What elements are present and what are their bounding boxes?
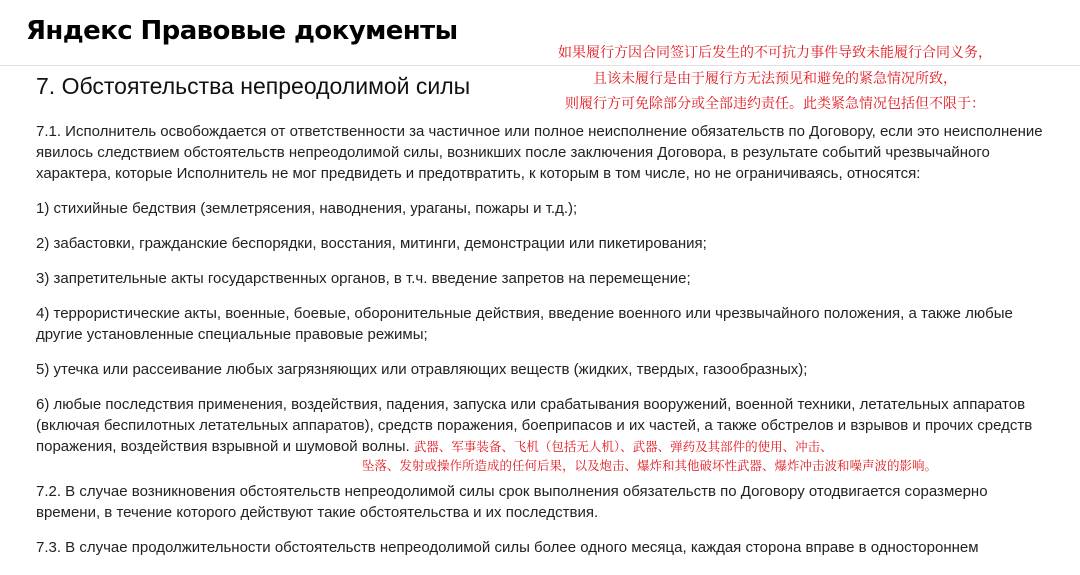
list-item-3: 3) запретительные акты государственных органов, в т.ч. введение запретов на перемещение;: [36, 270, 691, 287]
paragraph-7-3: 7.3. В случае продолжительности обстоятельств непреодолимой силы более одного месяца, каждая сторона вправе в одностороннем: [36, 539, 979, 556]
translation-note-line-3: 则履行方可免除部分或全部违约责任。此类紧急情况包括但不限于：: [565, 96, 985, 112]
translation-note-line-2: 且该未履行是由于履行方无法预见和避免的紧急情况所致，: [593, 70, 957, 87]
translation-note-top: [505, 41, 1045, 118]
section-title: 7. Обстоятельства непреодолимой силы: [36, 73, 471, 99]
list-item-6-text: 6) любые последствия применения, воздействия, падения, запуска или срабатывания вооружений, военной техники, летательных аппаратов (включая беспилотных летательных аппаратов), средств поражения, боеприпасов и их частей, а также обстрелов и взрывов и прочих средств поражения, воздействия взрывной и шумовой волны.: [36, 396, 1033, 455]
translation-note-continued: 坠落、发射或操作所造成的任何后果，以及炮击、爆炸和其他破坏性武器、爆炸冲击波和噪声波的影响。: [362, 458, 938, 473]
list-item-2: 2) забастовки, гражданские беспорядки, восстания, митинги, демонстрации или пикетирования;: [36, 235, 707, 252]
list-item-1: 1) стихийные бедствия (землетрясения, наводнения, ураганы, пожары и т.д.);: [36, 200, 578, 217]
list-item-6: [36, 394, 1046, 457]
translation-note-inline: 武器、军事装备、飞机（包括无人机）、武器、弹药及其部件的使用、冲击、: [413, 439, 833, 454]
translation-note-line-1: 如果履行方因合同签订后发生的不可抗力事件导致未能履行合同义务，: [558, 45, 992, 61]
paragraph-7-1: 7.1. Исполнитель освобождается от ответственности за частичное или полное неисполнение обязательств по Договору, если это неисполнение явилось следствием обстоятельств непреодолимой силы, возникших после заключения Договора, в результате событий чрезвычайного характера, которые Исполнитель не мог предвидеть и предотвратить, к которым в том числе, но не ограничиваясь, относятся:: [36, 123, 1043, 182]
list-item-5: 5) утечка или рассеивание любых загрязняющих или отравляющих веществ (жидких, твердых, газообразных);: [36, 361, 808, 378]
list-item-4: 4) террористические акты, военные, боевые, оборонительные действия, введение военного или чрезвычайного положения, а также любые другие установленные специальные правовые режимы;: [36, 305, 1013, 343]
paragraph-7-2: 7.2. В случае возникновения обстоятельств непреодолимой силы срок выполнения обязательств по Договору отодвигается соразмерно времени, в течение которого действуют такие обстоятельства и их последствия.: [36, 483, 988, 521]
document-body: [36, 121, 1046, 572]
yandex-legal-logo[interactable]: Яндекс Правовые документы: [26, 16, 458, 46]
